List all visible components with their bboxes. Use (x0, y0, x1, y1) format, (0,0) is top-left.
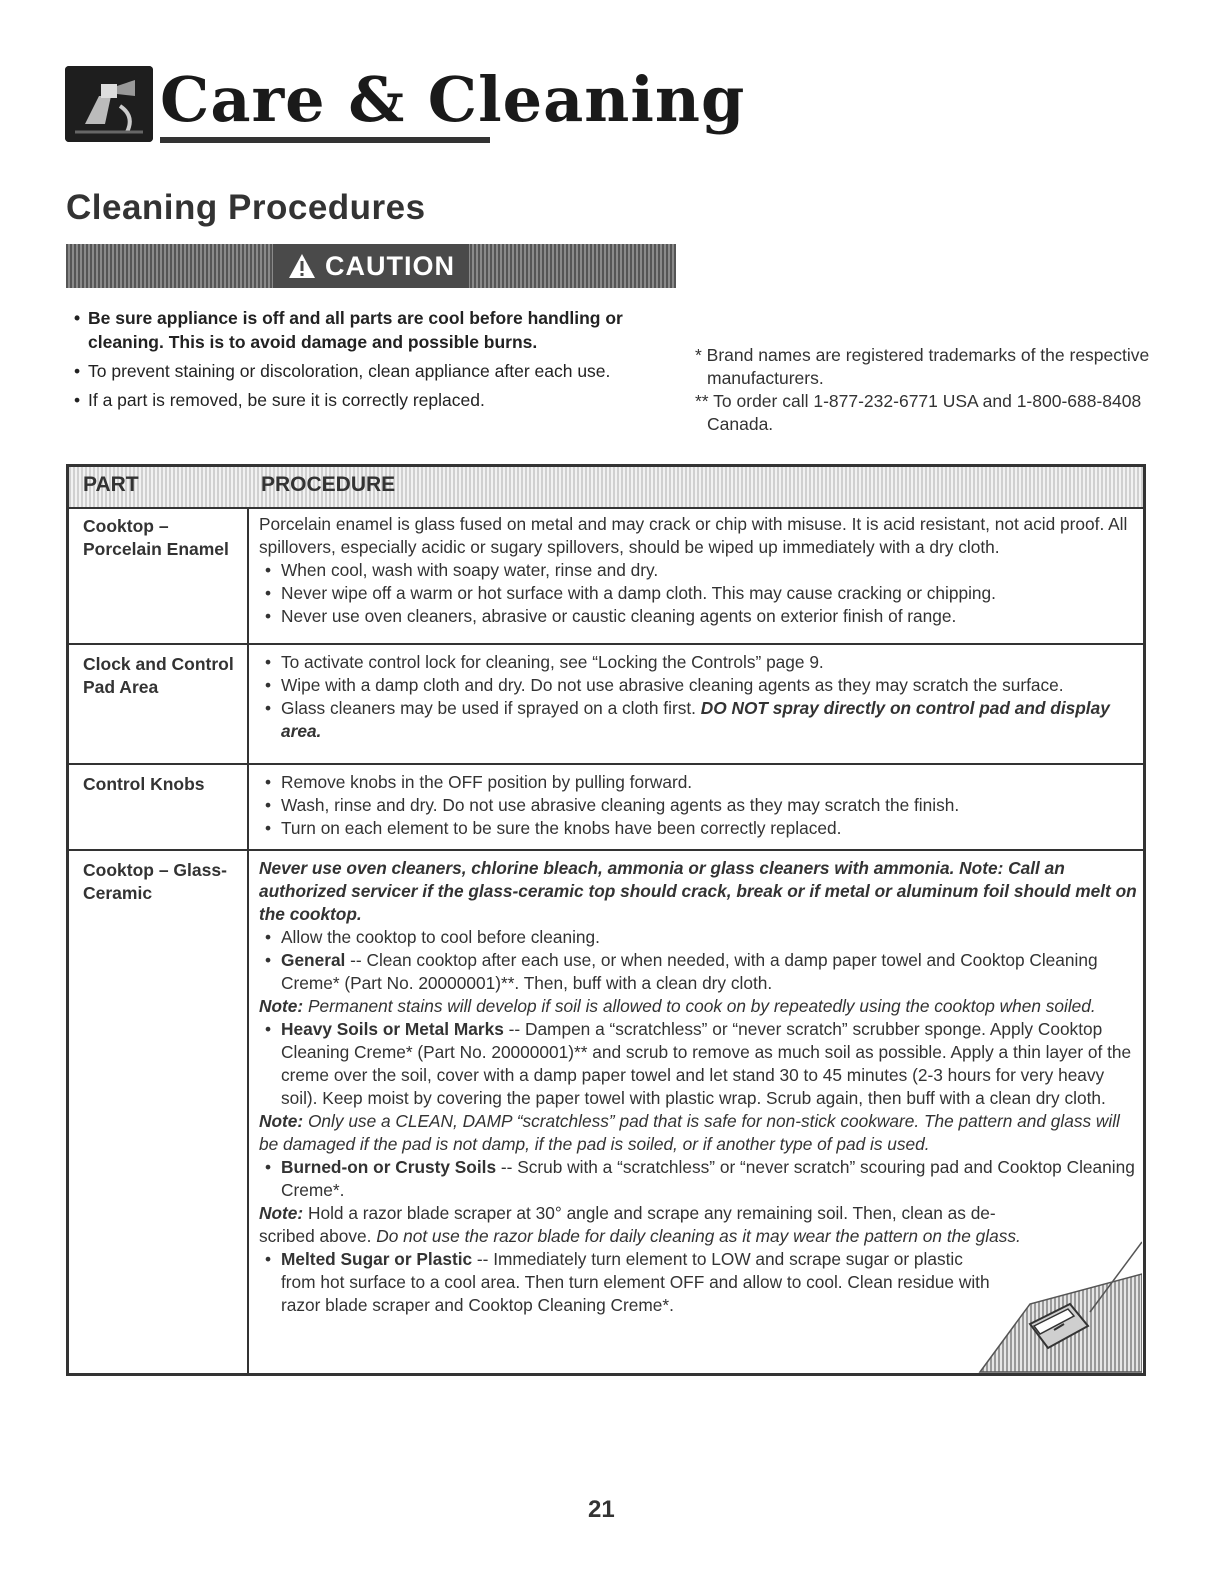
warning-text: DO NOT spray directly on control pad and display area. (281, 698, 1110, 741)
part-cooktop-glass-ceramic: Cooktop – Glass-Ceramic (83, 860, 227, 903)
warning-text: Never use oven cleaners, chlorine bleach, ammonia or glass cleaners with ammonia. Note: Call an authorized servicer if the glass-ceramic top should crack, break or if metal or aluminum foil should melt on the cooktop. (259, 858, 1137, 924)
procedure-bullet: • Wash, rinse and dry. Do not use abrasive cleaning agents as they may scratch the finish. (259, 794, 1139, 817)
procedure-bullet: • Never wipe off a warm or hot surface with a damp cloth. This may cause cracking or chipping. (259, 582, 1139, 605)
table-header-row (69, 467, 1143, 509)
header-underline (160, 137, 490, 143)
page-number: 21 (588, 1496, 615, 1523)
razor-scraper-illustration (970, 1234, 1142, 1374)
footnotes (695, 344, 1175, 436)
header-procedure: PROCEDURE (261, 473, 396, 496)
note: Note: Permanent stains will develop if soil is allowed to cook on by repeatedly using the cooktop when soiled. (259, 996, 1096, 1016)
table-row (69, 645, 1143, 765)
procedure-intro: Porcelain enamel is glass fused on metal and may crack or chip with misuse. It is acid resistant, not acid proof. All spillovers, especially acidic or sugary spillovers, should be wiped up immediately with a dry cloth. (259, 514, 1128, 557)
procedure-bullet: • Glass cleaners may be used if sprayed on a cloth first. DO NOT spray directly on control pad and display area. (259, 697, 1139, 743)
part-cooktop-porcelain: Cooktop – Porcelain Enamel (83, 516, 229, 559)
cleaning-spray-icon (65, 66, 153, 142)
note: Note: Hold a razor blade scraper at 30° angle and scrape any remaining soil. Then, clean as de- scribed above. Do not use the razor blade for daily cleaning as it may wear the pattern on the glass. (259, 1203, 1021, 1246)
caution-label-box (273, 244, 469, 288)
footnote-order-phone: ** To order call 1-877-232-6771 USA and 1-800-688-8408 Canada. (695, 391, 1142, 434)
procedure-cell (259, 651, 1139, 743)
procedure-bullet: • Allow the cooktop to cool before cleaning. (259, 926, 1139, 949)
caution-item: • Be sure appliance is off and all parts are cool before handling or cleaning. This is to avoid damage and possible burns. (74, 308, 623, 352)
procedure-bullet: • To activate control lock for cleaning, see “Locking the Controls” page 9. (259, 651, 1139, 674)
footnote-trademark: * Brand names are registered trademarks of the respective manufacturers. (695, 345, 1150, 388)
procedure-bullet: • General -- Clean cooktop after each use, or when needed, with a damp paper towel and Cooktop Cleaning Creme* (Part No. 20000001)**. Then, buff with a clean dry cloth. (259, 949, 1139, 995)
caution-list (66, 306, 676, 417)
procedure-bullet: • When cool, wash with soapy water, rinse and dry. (259, 559, 1139, 582)
caution-item: • To prevent staining or discoloration, clean appliance after each use. (74, 361, 611, 381)
caution-banner (66, 244, 676, 288)
procedure-bullet: • Never use oven cleaners, abrasive or caustic cleaning agents on exterior finish of range. (259, 605, 1139, 628)
header-part: PART (83, 473, 139, 496)
page-header-title: Care & Cleaning (160, 63, 746, 136)
procedure-cell (259, 513, 1139, 628)
table-row (69, 765, 1143, 851)
caution-label: CAUTION (325, 250, 455, 281)
section-title: Cleaning Procedures (66, 188, 426, 227)
warning-triangle-icon (287, 252, 317, 280)
part-clock-control-pad: Clock and Control Pad Area (83, 654, 234, 697)
note: Note: Only use a CLEAN, DAMP “scratchless” pad that is safe for non-stick cookware. The pattern and glass will be damaged if the pad is not damp, if the pad is soiled, or if another type of pad is used. (259, 1111, 1120, 1154)
caution-item: • If a part is removed, be sure it is correctly replaced. (74, 390, 485, 410)
procedure-cell (259, 771, 1139, 840)
procedure-bullet: • Turn on each element to be sure the knobs have been correctly replaced. (259, 817, 1139, 840)
procedure-bullet: • Melted Sugar or Plastic -- Immediately turn element to LOW and scrape sugar or plastic from hot surface to a cool area. Then turn element OFF and allow to cool. Clean residue with razor blade scraper and Cooktop Cleaning Creme*. (259, 1248, 1001, 1317)
procedure-bullet: • Wipe with a damp cloth and dry. Do not use abrasive cleaning agents as they may scratch the surface. (259, 674, 1139, 697)
procedure-bullet: • Heavy Soils or Metal Marks -- Dampen a “scratchless” or “never scratch” scrubber sponge. Apply Cooktop Cleaning Creme* (Part No. 20000001)** and scrub to remove as much soil as possible. Apply a thin layer of the creme over the soil, cover with a damp paper towel and let stand 30 to 45 minutes (2-3 hours for very heavy soil). Keep moist by covering the paper towel with plastic wrap. Scrub again, then buff with a clean dry cloth. (259, 1018, 1139, 1110)
procedure-bullet: • Burned-on or Crusty Soils -- Scrub with a “scratchless” or “never scratch” scouring pad and Cooktop Cleaning Creme*. (259, 1156, 1139, 1202)
procedure-bullet: • Remove knobs in the OFF position by pulling forward. (259, 771, 1139, 794)
table-row (69, 507, 1143, 645)
part-control-knobs: Control Knobs (83, 774, 205, 794)
